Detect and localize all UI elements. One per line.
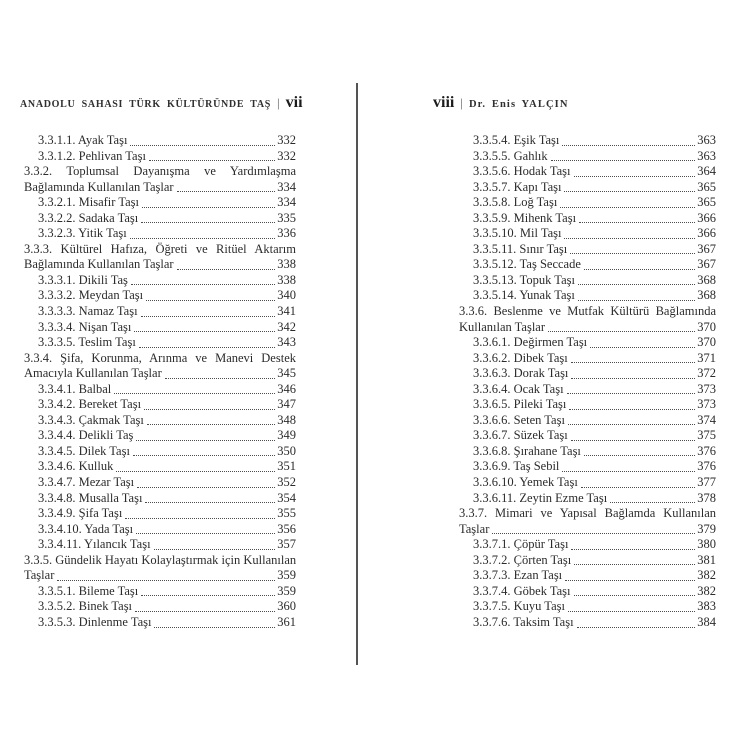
- toc-entry-label: 3.3.6.8. Şırahane Taşı: [473, 443, 581, 458]
- toc-entry-label: 3.3.4.4. Delikli Taş: [38, 428, 134, 443]
- dot-leader: [177, 191, 276, 192]
- toc-entry-page: 341: [277, 304, 296, 319]
- toc-entry-label: 3.3.7.4. Göbek Taşı: [473, 583, 571, 598]
- page-number-roman: viii: [433, 94, 455, 111]
- toc-entry: [459, 226, 716, 242]
- dot-leader: [137, 487, 275, 488]
- toc-entry-page: 373: [697, 381, 716, 396]
- dot-leader: [116, 471, 275, 472]
- toc-entry: [459, 366, 716, 382]
- toc-entry-label: 3.3.2. Toplumsal Dayanışma ve Yardımlaşma: [24, 164, 296, 179]
- toc-entry-label: 3.3.6. Beslenme ve Mutfak Kültürü Bağlamında: [459, 304, 716, 319]
- toc-entry-page: 338: [277, 257, 296, 272]
- toc-entry-label: 3.3.4.1. Balbal: [38, 381, 112, 396]
- toc-entry-page: 383: [697, 599, 716, 614]
- toc-entry: [24, 459, 296, 475]
- toc-entry-page: 332: [277, 148, 296, 163]
- right-page: [433, 94, 718, 631]
- toc-entry: [24, 537, 296, 553]
- toc-entry-page: 334: [277, 179, 296, 194]
- toc-entry-page: 367: [697, 257, 716, 272]
- toc-entry-page: 384: [697, 614, 716, 629]
- toc-entry-page: 359: [277, 583, 296, 598]
- toc-entry-page: 366: [697, 226, 716, 241]
- dot-leader: [135, 611, 275, 612]
- dot-leader: [564, 191, 695, 192]
- toc-entry: [459, 149, 716, 165]
- toc-entry: [24, 428, 296, 444]
- toc-entry-label: 3.3.7.5. Kuyu Taşı: [473, 599, 565, 614]
- toc-entry: [459, 413, 716, 429]
- toc-entry: [24, 382, 296, 398]
- toc-entry: [24, 149, 296, 165]
- header-separator: |: [460, 95, 463, 110]
- toc-entry-label: 3.3.5.6. Hodak Taşı: [473, 164, 571, 179]
- toc-entry: [459, 382, 716, 398]
- toc-entry: [459, 195, 716, 211]
- toc-entry-page: 365: [697, 179, 716, 194]
- toc-entry: [24, 475, 296, 491]
- toc-entry-page: 368: [697, 288, 716, 303]
- toc-entry: [459, 522, 716, 538]
- toc-entry-label: 3.3.4.8. Musalla Taşı: [38, 490, 143, 505]
- toc-entry: [24, 257, 296, 273]
- toc-entry-label: 3.3.5.4. Eşik Taşı: [473, 133, 560, 147]
- toc-entry-label: 3.3.3.4. Nişan Taşı: [38, 319, 132, 334]
- toc-entry-label: 3.3.2.2. Sadaka Taşı: [38, 210, 139, 225]
- dot-leader: [149, 160, 275, 161]
- toc-entry: [459, 584, 716, 600]
- toc-entry-label: 3.3.5.3. Dinlenme Taşı: [38, 614, 152, 629]
- dot-leader: [574, 176, 696, 177]
- toc-entry-page: 345: [277, 366, 296, 381]
- toc-entry-page: 361: [277, 614, 296, 629]
- author-name: Dr. Enis YALÇIN: [468, 99, 569, 110]
- toc-entry-page: 368: [697, 272, 716, 287]
- dot-leader: [136, 533, 275, 534]
- toc-entry-page: 349: [277, 428, 296, 443]
- toc-entry-page: 376: [697, 443, 716, 458]
- toc-entry-label: 3.3.6.10. Yemek Taşı: [473, 475, 578, 490]
- toc-entry: [24, 133, 296, 149]
- toc-entry-label: 3.3.3.1. Dikili Taş: [38, 272, 128, 287]
- toc-entry-page: 382: [697, 568, 716, 583]
- dot-leader: [125, 518, 275, 519]
- toc-entry: [24, 584, 296, 600]
- toc-entry: [24, 195, 296, 211]
- toc-entry-page: 363: [697, 133, 716, 147]
- toc-entry-page: 370: [697, 319, 716, 334]
- toc-entry: [459, 599, 716, 615]
- toc-entry-label: 3.3.5.7. Kapı Taşı: [473, 179, 562, 194]
- dot-leader: [114, 393, 275, 394]
- toc-entry: [24, 615, 296, 631]
- dot-leader: [154, 549, 276, 550]
- dot-leader: [177, 269, 276, 270]
- toc-entry-label: 3.3.5.9. Mihenk Taşı: [473, 210, 577, 225]
- toc-entry: [24, 444, 296, 460]
- toc-entry: [24, 242, 296, 258]
- toc-entry-label: Taşlar: [459, 521, 490, 536]
- toc-list-left: [24, 133, 296, 631]
- toc-entry-label: 3.3.5.10. Mil Taşı: [473, 226, 562, 241]
- page-divider: [356, 83, 358, 665]
- toc-entry-label: 3.3.4.5. Dilek Taşı: [38, 443, 130, 458]
- dot-leader: [562, 145, 695, 146]
- toc-entry: [459, 164, 716, 180]
- toc-entry-page: 350: [277, 443, 296, 458]
- toc-entry-page: 336: [277, 226, 296, 241]
- toc-entry-label: 3.3.7. Mimari ve Yapısal Bağlamda Kullanılan: [459, 506, 716, 521]
- toc-entry: [24, 180, 296, 196]
- header-separator: |: [277, 95, 280, 110]
- toc-entry-page: 352: [277, 475, 296, 490]
- dot-leader: [578, 284, 695, 285]
- toc-entry-page: 334: [277, 195, 296, 210]
- toc-entry: [24, 568, 296, 584]
- toc-entry-page: 347: [277, 397, 296, 412]
- dot-leader: [551, 160, 696, 161]
- dot-leader: [569, 409, 695, 410]
- dot-leader: [574, 564, 695, 565]
- toc-entry-label: 3.3.4.3. Çakmak Taşı: [38, 412, 144, 427]
- toc-entry-page: 343: [277, 335, 296, 350]
- dot-leader: [139, 347, 275, 348]
- toc-entry: [24, 553, 296, 569]
- toc-entry-page: 357: [277, 537, 296, 552]
- toc-entry-page: 377: [697, 475, 716, 490]
- toc-entry: [24, 273, 296, 289]
- dot-leader: [578, 300, 695, 301]
- toc-entry-label: 3.3.6.4. Ocak Taşı: [473, 381, 564, 396]
- toc-entry-label: Bağlamında Kullanılan Taşlar: [24, 179, 174, 194]
- toc-entry: [459, 211, 716, 227]
- dot-leader: [568, 611, 695, 612]
- toc-entry: [24, 506, 296, 522]
- toc-entry-label: 3.3.6.2. Dibek Taşı: [473, 350, 568, 365]
- toc-entry: [459, 273, 716, 289]
- dot-leader: [610, 502, 695, 503]
- toc-entry: [459, 491, 716, 507]
- page-number-roman: vii: [285, 94, 303, 111]
- toc-entry: [24, 335, 296, 351]
- dot-leader: [154, 627, 275, 628]
- dot-leader: [142, 207, 275, 208]
- toc-entry: [459, 459, 716, 475]
- toc-entry-page: 366: [697, 210, 716, 225]
- toc-entry-label: 3.3.5.11. Sınır Taşı: [473, 241, 568, 256]
- toc-entry: [24, 211, 296, 227]
- toc-entry: [459, 475, 716, 491]
- toc-entry-label: 3.3.5.12. Taş Seccade: [473, 257, 581, 272]
- toc-entry-label: 3.3.4.9. Şifa Taşı: [38, 506, 123, 521]
- toc-entry: [24, 413, 296, 429]
- dot-leader: [581, 487, 695, 488]
- toc-entry-page: 354: [277, 490, 296, 505]
- toc-entry-label: 3.3.3.2. Meydan Taşı: [38, 288, 144, 303]
- toc-entry-page: 382: [697, 583, 716, 598]
- toc-entry: [24, 397, 296, 413]
- toc-entry-label: 3.3.4. Şifa, Korunma, Arınma ve Manevi Destek: [24, 350, 296, 365]
- toc-entry-label: 3.3.4.2. Bereket Taşı: [38, 397, 142, 412]
- toc-entry-page: 372: [697, 366, 716, 381]
- toc-entry-label: 3.3.6.7. Süzek Taşı: [473, 428, 568, 443]
- toc-entry-page: 340: [277, 288, 296, 303]
- dot-leader: [565, 580, 695, 581]
- toc-entry: [459, 257, 716, 273]
- dot-leader: [571, 549, 695, 550]
- dot-leader: [571, 378, 695, 379]
- dot-leader: [131, 284, 275, 285]
- toc-entry-page: 374: [697, 412, 716, 427]
- toc-entry-label: 3.3.3. Kültürel Hafıza, Öğreti ve Ritüel Aktarım: [24, 241, 296, 256]
- toc-entry-page: 360: [277, 599, 296, 614]
- toc-entry-page: 378: [697, 490, 716, 505]
- toc-entry-page: 359: [277, 568, 296, 583]
- toc-entry: [24, 320, 296, 336]
- dot-leader: [564, 238, 695, 239]
- toc-entry-page: 364: [697, 164, 716, 179]
- toc-entry: [24, 164, 296, 180]
- dot-leader: [568, 424, 695, 425]
- toc-entry-label: 3.3.7.1. Çöpür Taşı: [473, 537, 569, 552]
- toc-entry-label: 3.3.2.1. Misafir Taşı: [38, 195, 139, 210]
- toc-entry-label: 3.3.6.3. Dorak Taşı: [473, 366, 569, 381]
- toc-entry-label: 3.3.5.5. Gahlık: [473, 148, 548, 163]
- toc-entry: [24, 599, 296, 615]
- toc-entry: [459, 537, 716, 553]
- dot-leader: [130, 238, 276, 239]
- toc-entry-page: 376: [697, 459, 716, 474]
- toc-entry-label: 3.3.5.2. Binek Taşı: [38, 599, 133, 614]
- toc-entry-label: 3.3.6.5. Pileki Taşı: [473, 397, 567, 412]
- toc-entry: [459, 335, 716, 351]
- toc-entry: [459, 444, 716, 460]
- toc-entry-label: 3.3.5. Gündelik Hayatı Kolaylaştırmak için Kullanılan: [24, 552, 296, 567]
- toc-entry-label: 3.3.4.6. Kulluk: [38, 459, 114, 474]
- toc-entry-label: 3.3.1.2. Pehlivan Taşı: [38, 148, 146, 163]
- toc-entry-label: 3.3.5.1. Bileme Taşı: [38, 583, 139, 598]
- toc-entry-label: 3.3.5.14. Yunak Taşı: [473, 288, 575, 303]
- toc-entry-label: 3.3.1.1. Ayak Taşı: [38, 133, 128, 147]
- toc-list-right: [459, 133, 716, 631]
- toc-entry-label: 3.3.7.3. Ezan Taşı: [473, 568, 563, 583]
- toc-entry-page: 355: [277, 506, 296, 521]
- toc-entry-page: 363: [697, 148, 716, 163]
- toc-entry-label: 3.3.4.11. Yılancık Taşı: [38, 537, 151, 552]
- toc-entry-label: 3.3.3.3. Namaz Taşı: [38, 304, 138, 319]
- toc-entry: [24, 491, 296, 507]
- toc-entry: [459, 304, 716, 320]
- toc-entry-page: 370: [697, 335, 716, 350]
- toc-entry-page: 342: [277, 319, 296, 334]
- dot-leader: [570, 253, 695, 254]
- toc-entry-label: 3.3.3.5. Teslim Taşı: [38, 335, 136, 350]
- book-title: ANADOLU SAHASI TÜRK KÜLTÜRÜNDE TAŞ: [20, 99, 272, 110]
- dot-leader: [492, 533, 695, 534]
- dot-leader: [57, 580, 275, 581]
- dot-leader: [584, 455, 695, 456]
- dot-leader: [141, 595, 275, 596]
- dot-leader: [579, 222, 695, 223]
- toc-entry: [459, 397, 716, 413]
- dot-leader: [146, 300, 275, 301]
- toc-entry: [459, 320, 716, 336]
- toc-entry: [24, 522, 296, 538]
- dot-leader: [134, 331, 275, 332]
- toc-entry-label: Bağlamında Kullanılan Taşlar: [24, 257, 174, 272]
- dot-leader: [577, 627, 696, 628]
- toc-entry-page: 346: [277, 381, 296, 396]
- right-page-header: [433, 94, 718, 114]
- toc-entry-page: 338: [277, 272, 296, 287]
- toc-entry-page: 365: [697, 195, 716, 210]
- dot-leader: [560, 207, 695, 208]
- toc-entry-page: 332: [277, 133, 296, 147]
- toc-entry-label: 3.3.6.11. Zeytin Ezme Taşı: [473, 490, 608, 505]
- dot-leader: [548, 331, 695, 332]
- left-page-header: [20, 94, 303, 114]
- dot-leader: [144, 409, 275, 410]
- toc-entry-page: 375: [697, 428, 716, 443]
- toc-entry-label: Amacıyla Kullanılan Taşlar: [24, 366, 162, 381]
- toc-entry-label: 3.3.6.9. Taş Sebil: [473, 459, 560, 474]
- dot-leader: [130, 145, 275, 146]
- toc-entry-page: 348: [277, 412, 296, 427]
- toc-entry: [459, 180, 716, 196]
- toc-entry: [459, 288, 716, 304]
- toc-entry-page: 373: [697, 397, 716, 412]
- toc-entry: [24, 304, 296, 320]
- toc-entry-page: 351: [277, 459, 296, 474]
- toc-entry-label: 3.3.4.7. Mezar Taşı: [38, 475, 135, 490]
- dot-leader: [571, 440, 696, 441]
- toc-entry-page: 371: [697, 350, 716, 365]
- toc-entry-label: 3.3.4.10. Yada Taşı: [38, 521, 134, 536]
- dot-leader: [574, 595, 696, 596]
- toc-entry-label: Kullanılan Taşlar: [459, 319, 546, 334]
- dot-leader: [145, 502, 275, 503]
- dot-leader: [136, 440, 275, 441]
- toc-entry: [459, 242, 716, 258]
- toc-entry-label: Taşlar: [24, 568, 55, 583]
- dot-leader: [590, 347, 695, 348]
- toc-entry: [459, 506, 716, 522]
- dot-leader: [571, 362, 696, 363]
- dot-leader: [141, 222, 275, 223]
- toc-entry: [24, 366, 296, 382]
- toc-entry: [459, 553, 716, 569]
- toc-entry-label: 3.3.2.3. Yitik Taşı: [38, 226, 127, 241]
- toc-entry-label: 3.3.5.13. Topuk Taşı: [473, 272, 575, 287]
- toc-entry: [24, 226, 296, 242]
- dot-leader: [584, 269, 695, 270]
- toc-entry: [459, 568, 716, 584]
- toc-entry-label: 3.3.7.6. Taksim Taşı: [473, 614, 574, 629]
- toc-entry-page: 356: [277, 521, 296, 536]
- dot-leader: [133, 455, 275, 456]
- toc-entry-label: 3.3.7.2. Çörten Taşı: [473, 552, 572, 567]
- dot-leader: [562, 471, 695, 472]
- toc-entry-page: 380: [697, 537, 716, 552]
- dot-leader: [141, 316, 276, 317]
- toc-entry-label: 3.3.6.6. Seten Taşı: [473, 412, 565, 427]
- toc-entry-label: 3.3.6.1. Değirmen Taşı: [473, 335, 588, 350]
- toc-entry-label: 3.3.5.8. Loğ Taşı: [473, 195, 558, 210]
- toc-entry-page: 367: [697, 241, 716, 256]
- toc-entry: [24, 351, 296, 367]
- toc-entry: [459, 351, 716, 367]
- dot-leader: [165, 378, 276, 379]
- toc-entry: [459, 428, 716, 444]
- left-page: [20, 94, 303, 631]
- toc-entry: [459, 615, 716, 631]
- dot-leader: [147, 424, 275, 425]
- toc-entry-page: 335: [277, 210, 296, 225]
- dot-leader: [567, 393, 696, 394]
- toc-entry: [459, 133, 716, 149]
- toc-entry: [24, 288, 296, 304]
- toc-entry-page: 379: [697, 521, 716, 536]
- toc-entry-page: 381: [697, 552, 716, 567]
